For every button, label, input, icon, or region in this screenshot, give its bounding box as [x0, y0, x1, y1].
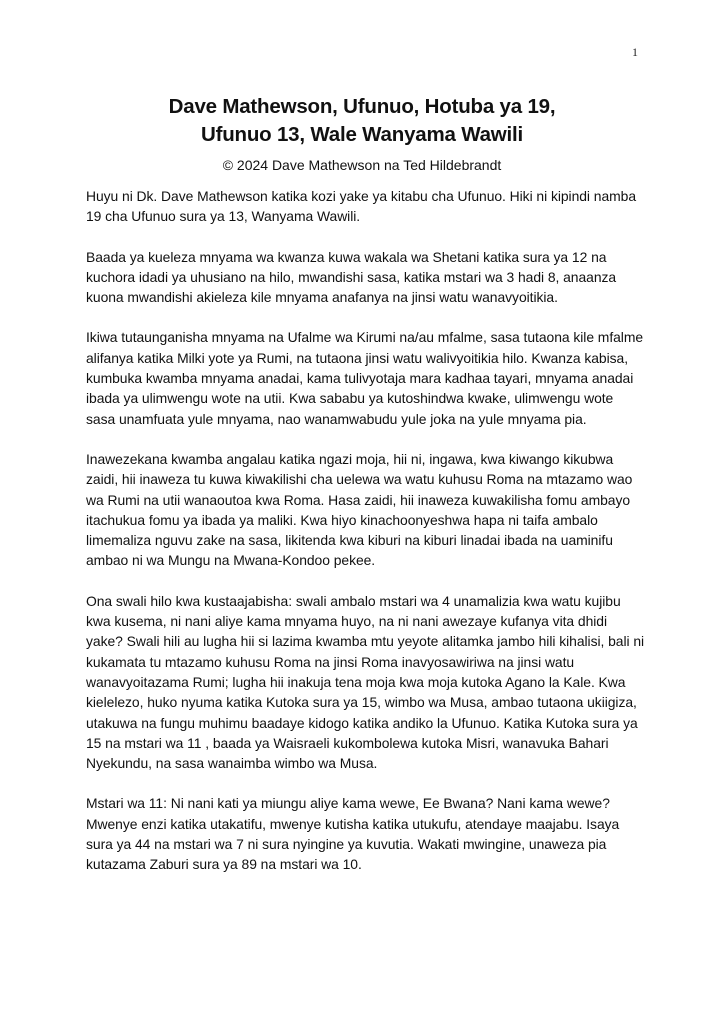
title-block: [86, 93, 638, 175]
document-title: [86, 93, 638, 149]
paragraph: Baada ya kueleza mnyama wa kwanza kuwa wakala wa Shetani katika sura ya 12 na kuchora idadi ya uhusiano na hilo, mwandishi sasa, katika mstari wa 3 hadi 8, anaanza kuona mwandishi akieleza kile mnyama anafanya na jinsi watu wanavyoitikia.: [86, 248, 617, 306]
paragraph: Inawezekana kwamba angalau katika ngazi moja, hii ni, ingawa, kwa kiwango kikubwa zaidi, hii inaweza tu kuwa kiwakilishi cha uelewa wa watu kuhusu Roma na mtazamo wao wa Rumi na utii wanaoutoa kwa Roma. Hasa zaidi, hii inaweza kuwakilisha fomu ambayo itachukua fomu ya ibada ya maliki. Kwa hiyo kinachoonyeshwa hapa ni taifa ambalo limemaliza nguvu zake na sasa, likitenda kwa kiburi na kiburi linadai ibada na uaminifu ambao ni wa Mungu na Mwana-Kondoo pekee.: [86, 450, 633, 569]
paragraph: Mstari wa 11: Ni nani kati ya miungu aliye kama wewe, Ee Bwana? Nani kama wewe? Mwenye enzi katika utakatifu, mwenye kutisha katika utukufu, atendaye maajabu. Isaya sura ya 44 na mstari wa 7 ni sura nyingine ya kuvutia. Wakati mwingine, unaweza pia kutazama Zaburi sura ya 89 na mstari wa 10.: [86, 795, 620, 873]
paragraph: Ikiwa tutaunganisha mnyama na Ufalme wa Kirumi na/au mfalme, sasa tutaona kile mfalme alifanya katika Milki yote ya Rumi, na tutaona jinsi watu walivyoitikia hilo. Kwanza kabisa, kumbuka kwamba mnyama anadai, kama tulivyotaja mara kadhaa tayari, mnyama anadai ibada ya ulimwengu wote na utii. Kwa sababu ya kutoshindwa kwake, ulimwengu wote sasa unamfuata yule mnyama, nao wanamwabudu yule joka na yule mnyama pia.: [86, 329, 644, 427]
title-line-1: Dave Mathewson, Ufunuo, Hotuba ya 19,: [168, 95, 556, 118]
page-number: 1: [632, 45, 638, 59]
paragraph: Ona swali hilo kwa kustaajabisha: swali ambalo mstari wa 4 unamalizia kwa watu kujibu kwa kusema, ni nani aliye kama mnyama huyo, na ni nani awezaye kufanya vita dhidi yake? Swali hili au lugha hii si lazima kwamba mtu yeyote alitamka jambo hili kihalisi, bali ni kukamata tu mtazamo kuhusu Roma na jinsi Roma inavyosawiriwa na jinsi watu wanavyoitazama Rumi; lugha hii inakuja tena moja kwa moja kutoka Agano la Kale. Kwa kielelezo, huko nyuma katika Kutoka sura ya 15, wimbo wa Musa, ambao tutaona ukiigiza, utakuwa na fungu muhimu baadaye kidogo katika andiko la Ufunuo. Katika Kutoka sura ya 15 na mstari wa 11 , baada ya Waisraeli kukombolewa kutoka Misri, wanavuka Bahari Nyekundu, na sasa wanaimba wimbo wa Musa.: [86, 592, 645, 772]
paragraph: Huyu ni Dk. Dave Mathewson katika kozi yake ya kitabu cha Ufunuo. Hiki ni kipindi namba 19 cha Ufunuo sura ya 13, Wanyama Wawili.: [86, 188, 637, 225]
title-line-2: Ufunuo 13, Wale Wanyama Wawili: [200, 123, 524, 146]
document-body: [86, 186, 646, 895]
copyright-notice: © 2024 Dave Mathewson na Ted Hildebrandt: [222, 157, 502, 173]
